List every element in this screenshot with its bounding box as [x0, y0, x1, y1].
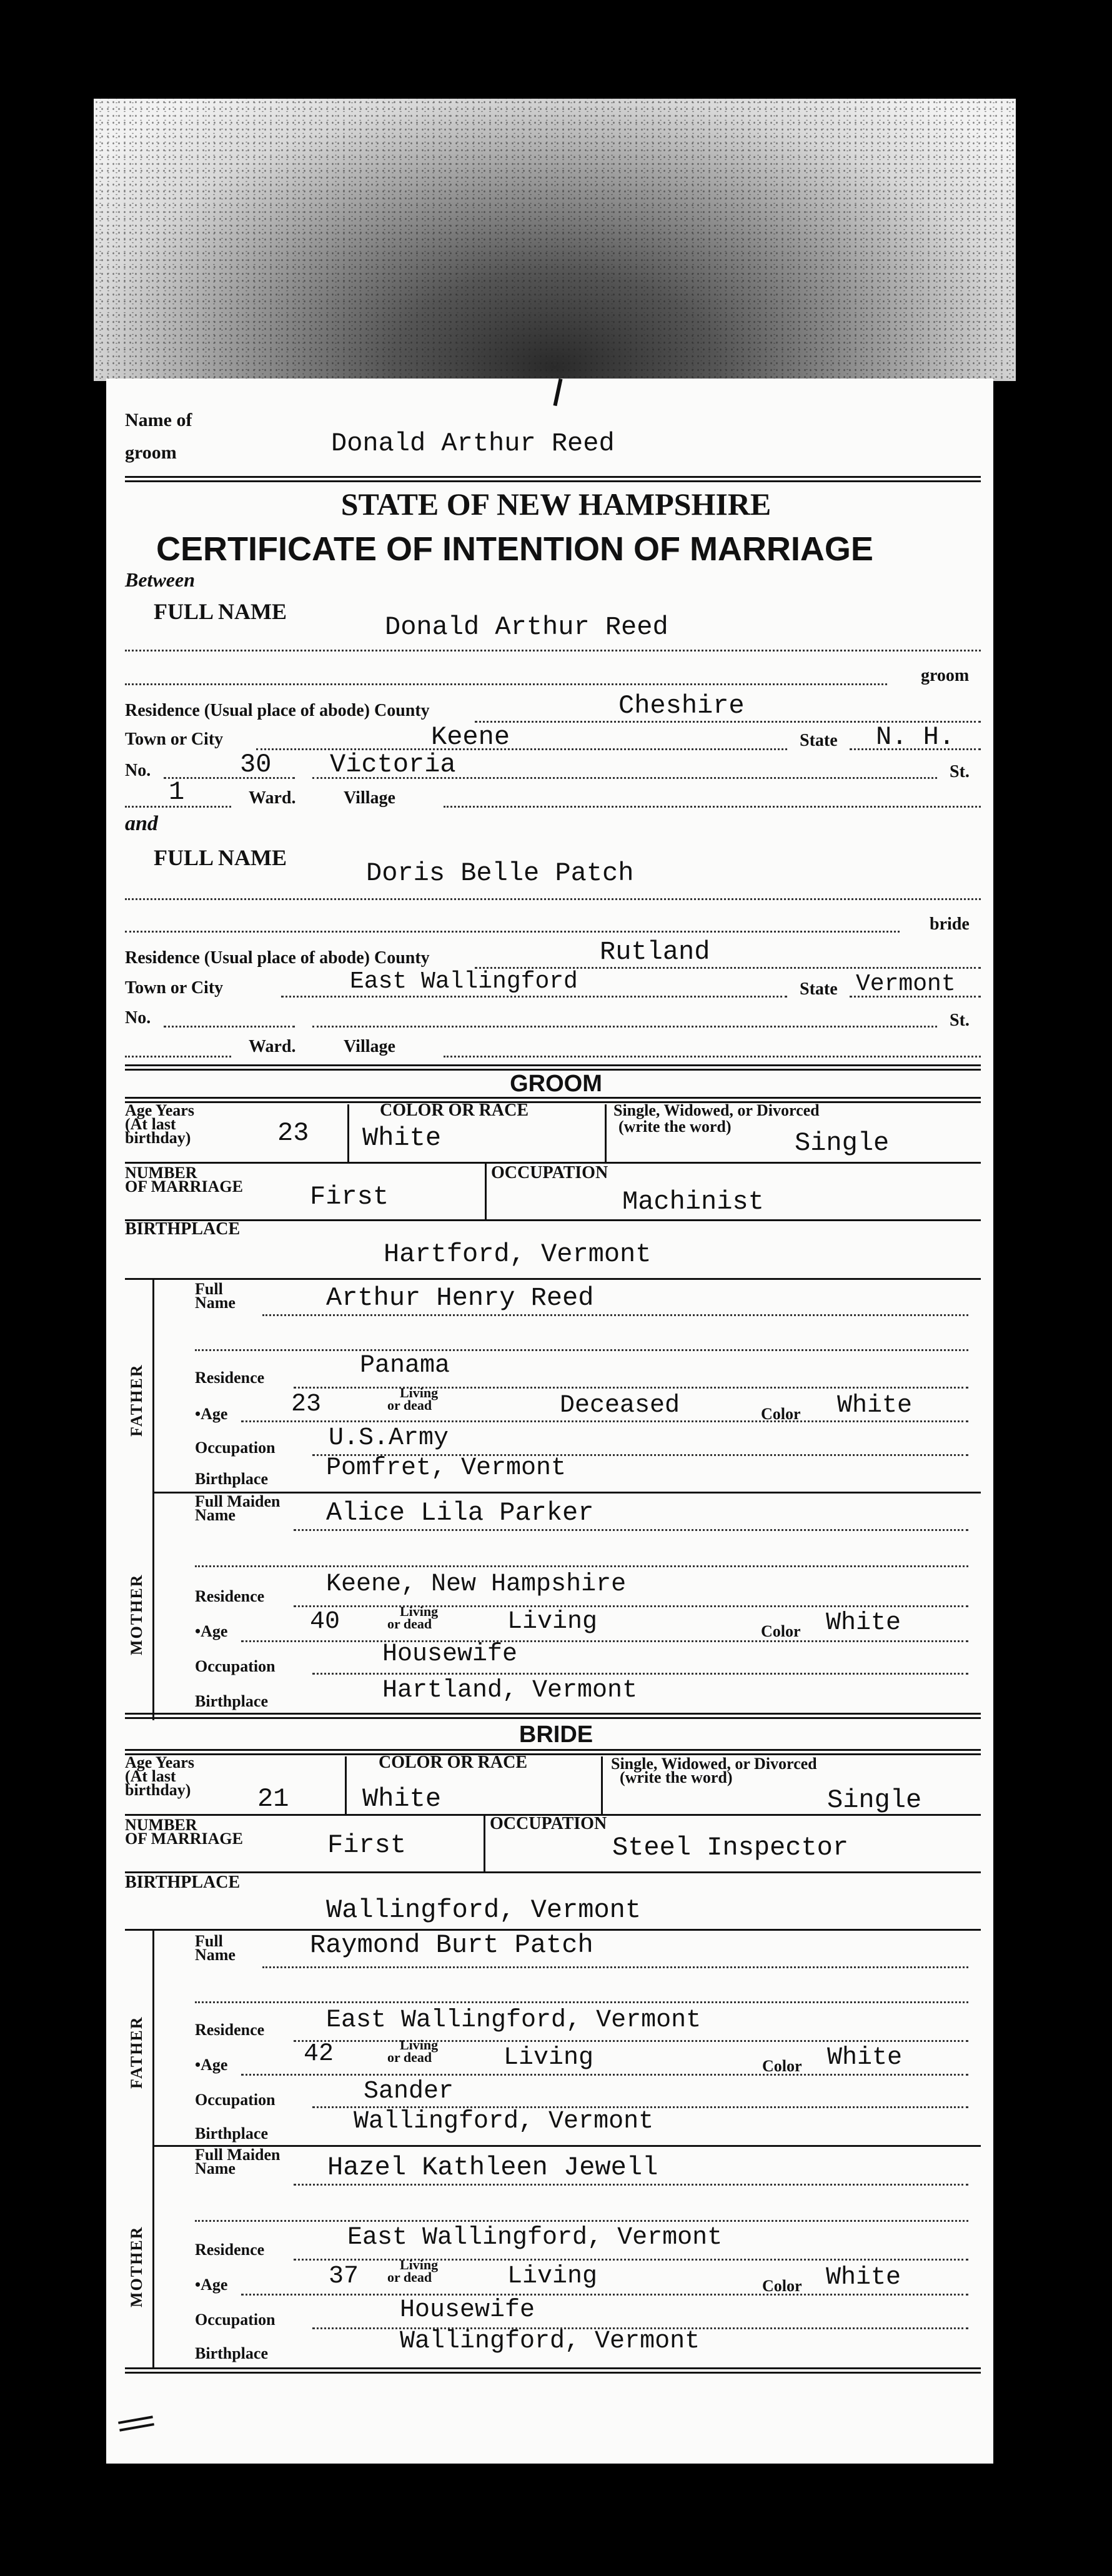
- bride-mother-birthplace-label: Birthplace: [195, 2344, 268, 2362]
- groom-father-occupation-label: Occupation: [195, 1439, 276, 1457]
- bride-suffix: bride: [930, 914, 970, 934]
- groom-color-label: COLOR OR RACE: [380, 1101, 529, 1120]
- bride-color-label: COLOR OR RACE: [379, 1753, 528, 1772]
- groom-father-birthplace: Pomfret, Vermont: [326, 1454, 567, 1482]
- bride-mother-full-maiden-label: Full Maiden: [195, 2146, 280, 2164]
- groom-mother-name-label: Name: [195, 1506, 236, 1524]
- dotted-line: [312, 1026, 937, 1028]
- column-divider: [601, 1756, 603, 1814]
- groom-at-last: (At last: [125, 1115, 176, 1133]
- bride-occupation-label: OCCUPATION: [490, 1814, 607, 1833]
- side-column-rule: [152, 1930, 154, 2367]
- groom-occupation: Machinist: [622, 1187, 764, 1217]
- row-rule: [125, 1219, 981, 1221]
- dotted-line: [125, 931, 900, 933]
- dotted-line: [294, 2259, 968, 2261]
- between-label: Between: [125, 568, 195, 591]
- bride-mother-name-label: Name: [195, 2159, 236, 2177]
- groom-father-color: White: [837, 1392, 913, 1420]
- bride-age: 21: [257, 1784, 289, 1814]
- column-divider: [605, 1104, 607, 1162]
- bride-town: East Wallingford: [350, 968, 578, 995]
- bride-occupation: Steel Inspector: [612, 1833, 849, 1863]
- bride-full-name-label: FULL NAME: [154, 845, 287, 870]
- dotted-line: [241, 2294, 968, 2296]
- groom-birthplace: Hartford, Vermont: [384, 1239, 652, 1269]
- groom-mother-living-label: Living: [400, 1603, 439, 1619]
- groom-mother-age-label: •Age: [195, 1622, 228, 1640]
- dotted-line: [262, 1966, 968, 1968]
- groom-mother-age: 40: [310, 1608, 340, 1636]
- dotted-line: [294, 2184, 968, 2186]
- dotted-line: [195, 1565, 968, 1567]
- bride-birthplace: Wallingford, Vermont: [326, 1895, 642, 1925]
- groom-residence-label: Residence (Usual place of abode) County: [125, 701, 430, 720]
- groom-ward: 1: [169, 777, 185, 807]
- groom-section-title: GROOM: [510, 1071, 602, 1097]
- bride-mother-living-label: Living: [400, 2257, 439, 2272]
- groom-father-living: Deceased: [560, 1392, 680, 1420]
- groom-marriage-number: First: [310, 1182, 389, 1212]
- groom-status-label-2: (write the word): [618, 1117, 732, 1136]
- groom-mother-birthplace: Hartland, Vermont: [382, 1677, 638, 1705]
- bride-status-label-2: (write the word): [620, 1768, 733, 1786]
- groom-full-name-label: FULL NAME: [154, 599, 287, 624]
- bride-age-label: Age Years: [125, 1753, 194, 1771]
- groom-mother-occupation-label: Occupation: [195, 1657, 276, 1675]
- column-divider: [345, 1756, 347, 1814]
- dotted-line: [241, 2074, 968, 2076]
- bride-mother-age-label: •Age: [195, 2276, 228, 2294]
- groom-mother-birthplace-label: Birthplace: [195, 1692, 268, 1710]
- groom-mother-side-label: MOTHER: [127, 1573, 146, 1655]
- groom-father-full-label: Full: [195, 1280, 223, 1298]
- groom-number-label: NUMBER: [125, 1164, 197, 1182]
- bride-father-full-label: Full: [195, 1932, 223, 1950]
- bride-state-label: State: [800, 979, 838, 999]
- bride-mother-occupation-label: Occupation: [195, 2311, 276, 2329]
- groom-father-name-label: Name: [195, 1294, 236, 1312]
- groom-mother-color: White: [826, 1609, 901, 1637]
- dotted-line: [281, 996, 787, 998]
- dotted-line: [125, 898, 981, 900]
- bride-birthday: birthday): [125, 1781, 191, 1799]
- bride-mother-side-label: MOTHER: [127, 2226, 146, 2307]
- groom-state-label: State: [800, 731, 838, 750]
- groom-father-living-label-2: or dead: [387, 1397, 432, 1413]
- groom-mother-living-label-2: or dead: [387, 1616, 432, 1632]
- bride-county: Rutland: [600, 937, 710, 967]
- section-rule: [125, 1713, 981, 1719]
- dotted-line: [294, 1529, 968, 1531]
- groom-town: Keene: [431, 722, 510, 752]
- dotted-line: [241, 1420, 968, 1422]
- bride-village-label: Village: [344, 1037, 395, 1056]
- column-divider: [347, 1104, 349, 1162]
- dotted-line: [294, 1605, 968, 1607]
- bride-mother-age: 37: [329, 2262, 359, 2291]
- section-rule: [125, 1749, 981, 1755]
- section-rule: [125, 1064, 981, 1071]
- dotted-line: [444, 806, 981, 808]
- dotted-line: [294, 2040, 968, 2042]
- bride-marriage-number: First: [327, 1830, 407, 1860]
- groom-mother-residence-label: Residence: [195, 1587, 265, 1605]
- bride-mother-color: White: [826, 2264, 901, 2292]
- section-rule: [125, 2367, 981, 2374]
- dotted-line: [195, 2001, 968, 2003]
- row-rule: [125, 1871, 981, 1873]
- groom-suffix: groom: [921, 666, 970, 685]
- groom-mother-name: Alice Lila Parker: [326, 1498, 594, 1528]
- bride-residence-label: Residence (Usual place of abode) County: [125, 948, 430, 968]
- section-rule: [125, 1097, 981, 1103]
- bride-section-title: BRIDE: [519, 1721, 593, 1748]
- groom-town-label: Town or City: [125, 730, 224, 749]
- bride-father-occupation: Sander: [364, 2078, 454, 2106]
- bride-number-label-2: OF MARRIAGE: [125, 1830, 243, 1848]
- dotted-line: [164, 1026, 295, 1028]
- dotted-line: [195, 1349, 968, 1351]
- groom-father-residence-label: Residence: [195, 1369, 265, 1387]
- groom-father-color-label: Color: [761, 1405, 801, 1423]
- groom-status-label: Single, Widowed, or Divorced: [613, 1101, 820, 1119]
- groom-father-occupation: U.S.Army: [329, 1424, 449, 1452]
- dotted-line: [262, 1314, 968, 1316]
- groom-father-name: Arthur Henry Reed: [326, 1283, 594, 1313]
- bride-father-birthplace: Wallingford, Vermont: [354, 2108, 654, 2136]
- groom-age-label: Age Years: [125, 1101, 194, 1119]
- dotted-line: [125, 683, 887, 685]
- groom-no-label: No.: [125, 761, 151, 780]
- bride-father-living-label-2: or dead: [387, 2049, 432, 2065]
- bride-mother-color-label: Color: [762, 2277, 802, 2295]
- bride-birthplace-label: BIRTHPLACE: [125, 1873, 241, 1892]
- bride-father-age: 42: [304, 2040, 334, 2068]
- groom-birthplace-label: BIRTHPLACE: [125, 1219, 241, 1239]
- bride-father-residence-label: Residence: [195, 2021, 265, 2039]
- groom-status: Single: [795, 1128, 890, 1158]
- bride-father-residence: East Wallingford, Vermont: [326, 2006, 702, 2034]
- bride-father-occupation-label: Occupation: [195, 2091, 276, 2109]
- bride-father-side-label: FATHER: [127, 2016, 146, 2089]
- groom-village-label: Village: [344, 788, 395, 808]
- groom-color: White: [362, 1123, 442, 1153]
- groom-father-living-label: Living: [400, 1385, 439, 1400]
- bride-father-color-label: Color: [762, 2057, 802, 2075]
- scan-stain: [94, 99, 1016, 381]
- bride-mother-living-label-2: or dead: [387, 2269, 432, 2285]
- bride-mother-name: Hazel Kathleen Jewell: [327, 2152, 658, 2182]
- groom-mother-living: Living: [507, 1608, 598, 1636]
- bride-ward-label: Ward.: [249, 1037, 296, 1056]
- bride-father-name-label: Name: [195, 1946, 236, 1964]
- bride-father-living: Living: [504, 2044, 594, 2072]
- bride-mother-residence: East Wallingford, Vermont: [347, 2224, 723, 2252]
- groom-mother-occupation: Housewife: [382, 1640, 518, 1668]
- bride-mother-occupation: Housewife: [400, 2296, 535, 2324]
- groom-father-birthplace-label: Birthplace: [195, 1470, 268, 1488]
- bride-no-label: No.: [125, 1008, 151, 1028]
- groom-mother-full-maiden-label: Full Maiden: [195, 1492, 280, 1510]
- bride-father-name: Raymond Burt Patch: [310, 1930, 593, 1960]
- dotted-line: [125, 650, 981, 651]
- groom-mother-color-label: Color: [761, 1622, 801, 1640]
- bride-father-color: White: [827, 2044, 903, 2072]
- bride-number-label: NUMBER: [125, 1816, 197, 1834]
- bride-mother-living: Living: [507, 2262, 598, 2291]
- header-rule: [125, 476, 981, 482]
- dotted-line: [444, 1056, 981, 1058]
- certificate-title: CERTIFICATE OF INTENTION OF MARRIAGE: [156, 530, 873, 568]
- name-of-groom-label: Name of: [125, 410, 192, 430]
- dotted-line: [294, 1387, 968, 1389]
- dotted-line: [312, 1673, 968, 1675]
- bride-at-last: (At last: [125, 1767, 176, 1785]
- dotted-line: [125, 1056, 231, 1058]
- column-divider: [485, 1163, 487, 1221]
- groom-no: 30: [240, 750, 272, 780]
- name-of-groom-label-2: groom: [125, 442, 177, 463]
- groom-full-name: Donald Arthur Reed: [385, 612, 668, 642]
- side-column-rule: [152, 1279, 154, 1720]
- dotted-line: [195, 2220, 968, 2222]
- bride-town-label: Town or City: [125, 978, 224, 998]
- bride-mother-birthplace: Wallingford, Vermont: [400, 2327, 700, 2356]
- dotted-line: [241, 1640, 968, 1642]
- groom-occupation-label: OCCUPATION: [491, 1163, 608, 1182]
- bride-status-label: Single, Widowed, or Divorced: [611, 1755, 817, 1773]
- column-divider: [484, 1815, 485, 1871]
- bride-full-name: Doris Belle Patch: [366, 858, 634, 888]
- and-label: and: [125, 812, 158, 835]
- groom-st-label: St.: [950, 762, 970, 781]
- groom-age: 23: [277, 1118, 309, 1148]
- groom-father-age: 23: [291, 1390, 322, 1419]
- groom-county: Cheshire: [618, 691, 745, 721]
- bride-father-age-label: •Age: [195, 2056, 228, 2074]
- bride-mother-residence-label: Residence: [195, 2241, 265, 2259]
- groom-father-age-label: •Age: [195, 1405, 228, 1423]
- bride-state: Vermont: [856, 971, 956, 998]
- bride-color: White: [362, 1784, 442, 1814]
- state-title: STATE OF NEW HAMPSHIRE: [340, 487, 772, 522]
- bride-status: Single: [827, 1785, 922, 1815]
- groom-ward-label: Ward.: [249, 788, 296, 808]
- groom-number-label-2: OF MARRIAGE: [125, 1177, 243, 1196]
- bride-father-living-label: Living: [400, 2037, 439, 2053]
- groom-state: N. H.: [876, 722, 955, 752]
- row-rule: [125, 1278, 981, 1280]
- name-of-groom-value: Donald Arthur Reed: [331, 429, 615, 458]
- bride-father-birthplace-label: Birthplace: [195, 2124, 268, 2143]
- groom-father-side-label: FATHER: [127, 1364, 146, 1437]
- bride-st-label: St.: [950, 1011, 970, 1030]
- groom-birthday: birthday): [125, 1129, 191, 1147]
- groom-father-residence: Panama: [360, 1352, 450, 1380]
- groom-street: Victoria: [330, 750, 456, 780]
- groom-mother-residence: Keene, New Hampshire: [326, 1570, 627, 1598]
